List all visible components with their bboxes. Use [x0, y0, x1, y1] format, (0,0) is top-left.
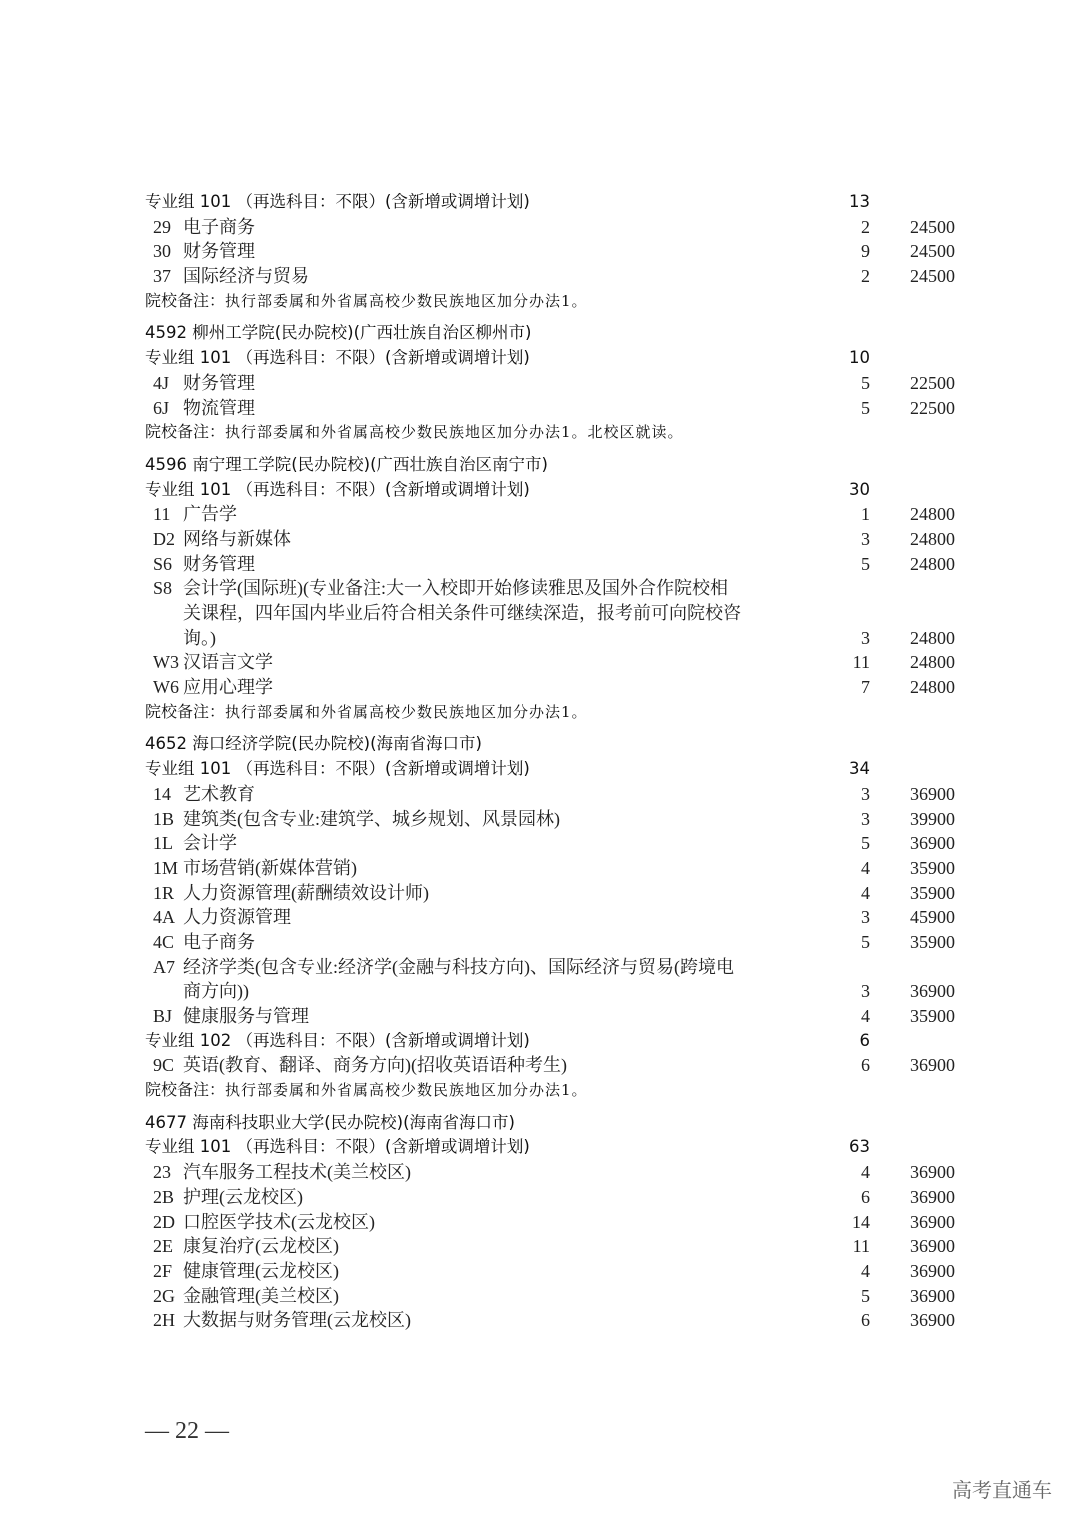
- major-count: 6: [861, 1186, 870, 1207]
- major-name-continued: 关课程，四年国内毕业后符合相关条件可继续深造，报考前可向院校咨: [183, 603, 741, 623]
- major-name: 财务管理: [183, 241, 255, 262]
- major-name: 人力资源管理: [183, 907, 291, 928]
- major-row: [145, 1284, 965, 1309]
- major-code: 37: [153, 266, 171, 287]
- group-total: 30: [849, 479, 870, 499]
- school-title: 4652 海口经济学院(民办院校)(海南省海口市): [145, 734, 482, 754]
- major-count: 11: [852, 1236, 870, 1257]
- major-code: 1L: [153, 833, 173, 854]
- major-fee: 36900: [910, 783, 955, 804]
- major-count: 5: [861, 833, 870, 854]
- group-total: 63: [849, 1137, 870, 1157]
- major-count: 9: [861, 241, 870, 262]
- major-name: 康复治疗(云龙校区): [183, 1236, 339, 1257]
- major-count: 3: [861, 981, 870, 1002]
- major-fee: 36900: [910, 1310, 955, 1331]
- major-fee: 24800: [910, 677, 955, 698]
- major-row-continued: [145, 979, 965, 1004]
- major-fee: 45900: [910, 907, 955, 928]
- major-code: 11: [153, 504, 171, 525]
- major-count: 5: [861, 397, 870, 418]
- major-count: 3: [861, 783, 870, 804]
- major-count: 6: [861, 1310, 870, 1331]
- school-note: [145, 1078, 965, 1103]
- group-header: [145, 346, 965, 371]
- page-number: — 22 —: [145, 1418, 229, 1444]
- major-code: A7: [153, 956, 175, 977]
- major-fee: 35900: [910, 931, 955, 952]
- major-name: 广告学: [183, 504, 237, 525]
- group-title: 专业组 101 （再选科目：不限）(含新增或调增计划): [145, 479, 530, 499]
- spacer: [145, 445, 965, 453]
- major-fee: 39900: [910, 808, 955, 829]
- major-fee: 35900: [910, 882, 955, 903]
- school-block: [145, 724, 965, 1102]
- major-row: [145, 1185, 965, 1210]
- major-name: 电子商务: [183, 931, 255, 952]
- major-code: 2G: [153, 1285, 175, 1306]
- major-row: [145, 527, 965, 552]
- major-code: W6: [153, 677, 179, 698]
- note-label: 院校备注：: [145, 422, 226, 442]
- major-count: 11: [852, 652, 870, 673]
- major-count: 3: [861, 907, 870, 928]
- major-name: 会计学(国际班)(专业备注:大一入校即开始修读雅思及国外合作院校相: [183, 578, 728, 599]
- major-code: 1B: [153, 808, 175, 829]
- major-name: 国际经济与贸易: [183, 266, 309, 287]
- major-code: 4J: [153, 372, 170, 393]
- major-fee: 24800: [910, 553, 955, 574]
- major-fee: 36900: [910, 1162, 955, 1183]
- major-fee: 24500: [910, 241, 955, 262]
- major-count: 2: [861, 216, 870, 237]
- group-title: 专业组 101 （再选科目：不限）(含新增或调增计划): [145, 759, 530, 779]
- note-text: 执行部委属和外省属高校少数民族地区加分办法1。: [225, 1081, 588, 1100]
- major-fee: 36900: [910, 1186, 955, 1207]
- major-row: [145, 552, 965, 577]
- major-row: [145, 1053, 965, 1078]
- major-name: 汽车服务工程技术(美兰校区): [183, 1162, 411, 1183]
- major-count: 3: [861, 808, 870, 829]
- major-code: 2B: [153, 1186, 175, 1207]
- major-name: 汉语言文学: [183, 652, 273, 673]
- major-fee: 36900: [910, 1260, 955, 1281]
- major-count: 5: [861, 553, 870, 574]
- major-fee: 36900: [910, 981, 955, 1002]
- major-name: 电子商务: [183, 216, 255, 237]
- group-title: 专业组 102 （再选科目：不限）(含新增或调增计划): [145, 1030, 530, 1050]
- major-name: 艺术教育: [183, 783, 255, 804]
- school-note: [145, 289, 965, 314]
- group-header: [145, 1135, 965, 1160]
- note-text: 执行部委属和外省属高校少数民族地区加分办法1。: [225, 291, 588, 310]
- school-block: [145, 445, 965, 725]
- school-note: [145, 420, 965, 445]
- group-header: [145, 190, 965, 215]
- major-name: 金融管理(美兰校区): [183, 1285, 339, 1306]
- school-title: 4592 柳州工学院(民办院校)(广西壮族自治区柳州市): [145, 323, 532, 343]
- document-page: [145, 190, 965, 1333]
- major-code: 2D: [153, 1211, 175, 1232]
- note-label: 院校备注：: [145, 290, 226, 310]
- major-count: 4: [861, 1006, 870, 1026]
- major-row: [145, 1234, 965, 1259]
- major-fee: 24800: [910, 627, 955, 648]
- major-name: 人力资源管理(薪酬绩效设计师): [183, 882, 429, 903]
- group-total: 6: [859, 1030, 870, 1050]
- major-row: [145, 215, 965, 240]
- major-name: 经济学类(包含专业:经济学(金融与科技方向)、国际经济与贸易(跨境电: [183, 956, 734, 977]
- major-row-continued: [145, 626, 965, 651]
- spacer: [145, 313, 965, 321]
- major-code: 9C: [153, 1055, 175, 1076]
- major-name: 建筑类(包含专业:建筑学、城乡规划、风景园林): [183, 808, 560, 829]
- school-block: [145, 190, 965, 313]
- group-title: 专业组 101 （再选科目：不限）(含新增或调增计划): [145, 192, 530, 211]
- major-fee: 24800: [910, 528, 955, 549]
- major-row: [145, 650, 965, 675]
- major-code: 6J: [153, 397, 170, 418]
- major-count: 14: [852, 1211, 870, 1232]
- major-code: 23: [153, 1162, 171, 1183]
- major-name: 大数据与财务管理(云龙校区): [183, 1310, 411, 1331]
- major-code: W3: [153, 652, 179, 673]
- major-row: [145, 264, 965, 289]
- group-title: 专业组 101 （再选科目：不限）(含新增或调增计划): [145, 348, 530, 368]
- major-row: [145, 856, 965, 881]
- major-code: S6: [153, 553, 173, 574]
- major-row: [145, 1210, 965, 1235]
- major-name: 应用心理学: [183, 677, 273, 698]
- major-fee: 22500: [910, 372, 955, 393]
- major-name: 财务管理: [183, 372, 255, 393]
- major-code: 29: [153, 216, 171, 237]
- major-name: 护理(云龙校区): [183, 1186, 303, 1207]
- major-count: 4: [861, 1162, 870, 1183]
- major-code: 30: [153, 241, 171, 262]
- major-count: 3: [861, 627, 870, 648]
- school-block: [145, 313, 965, 444]
- major-row: [145, 371, 965, 396]
- school-title: 4677 海南科技职业大学(民办院校)(海南省海口市): [145, 1112, 515, 1132]
- major-code: BJ: [153, 1006, 173, 1026]
- major-fee: 35900: [910, 1006, 955, 1026]
- spacer: [145, 724, 965, 732]
- watermark: 高考直通车: [952, 1478, 1052, 1502]
- major-row: [145, 881, 965, 906]
- major-row: [145, 1308, 965, 1333]
- major-fee: 24800: [910, 504, 955, 525]
- major-row: [145, 807, 965, 832]
- major-row: [145, 905, 965, 930]
- major-row: [145, 239, 965, 264]
- major-count: 1: [861, 504, 870, 525]
- major-row: [145, 1004, 965, 1029]
- major-name-continued: 商方向)): [183, 981, 249, 1002]
- school-note: [145, 700, 965, 725]
- major-count: 5: [861, 931, 870, 952]
- major-row: [145, 502, 965, 527]
- group-header: [145, 1029, 965, 1054]
- major-row: [145, 782, 965, 807]
- major-row: [145, 930, 965, 955]
- major-name: 健康管理(云龙校区): [183, 1260, 339, 1281]
- major-row: [145, 396, 965, 421]
- group-title: 专业组 101 （再选科目：不限）(含新增或调增计划): [145, 1137, 530, 1157]
- major-row: [145, 675, 965, 700]
- major-row: [145, 1259, 965, 1284]
- major-name: 网络与新媒体: [183, 528, 291, 549]
- major-fee: 24800: [910, 652, 955, 673]
- major-count: 7: [861, 677, 870, 698]
- major-count: 5: [861, 1285, 870, 1306]
- note-text: 执行部委属和外省属高校少数民族地区加分办法1。北校区就读。: [225, 423, 684, 442]
- major-name-continued: 询。): [183, 627, 216, 648]
- group-total: 34: [849, 759, 870, 779]
- major-fee: 36900: [910, 833, 955, 854]
- major-fee: 22500: [910, 397, 955, 418]
- major-fee: 24500: [910, 216, 955, 237]
- major-fee: 36900: [910, 1211, 955, 1232]
- spacer: [145, 1103, 965, 1111]
- school-title: 4596 南宁理工学院(民办院校)(广西壮族自治区南宁市): [145, 454, 548, 474]
- major-code: 4C: [153, 931, 175, 952]
- major-count: 3: [861, 528, 870, 549]
- major-fee: 36900: [910, 1285, 955, 1306]
- major-name: 市场营销(新媒体营销): [183, 857, 357, 878]
- group-total: 13: [849, 192, 870, 211]
- group-total: 10: [849, 348, 870, 368]
- major-name: 英语(教育、翻译、商务方向)(招收英语语种考生): [183, 1055, 567, 1076]
- major-code: 4A: [153, 907, 175, 928]
- major-row: [145, 955, 965, 980]
- major-code: 2H: [153, 1310, 175, 1331]
- major-name: 健康服务与管理: [183, 1006, 309, 1026]
- major-count: 5: [861, 372, 870, 393]
- major-name: 口腔医学技术(云龙校区): [183, 1211, 375, 1232]
- major-code: 14: [153, 783, 171, 804]
- major-fee: 36900: [910, 1236, 955, 1257]
- major-count: 2: [861, 266, 870, 287]
- major-fee: 24500: [910, 266, 955, 287]
- group-header: [145, 757, 965, 782]
- major-code: 2E: [153, 1236, 173, 1257]
- major-fee: 36900: [910, 1055, 955, 1076]
- major-row-continued: [145, 601, 965, 626]
- major-fee: 35900: [910, 857, 955, 878]
- major-code: 1R: [153, 882, 175, 903]
- note-text: 执行部委属和外省属高校少数民族地区加分办法1。: [225, 702, 588, 721]
- major-code: 1M: [153, 857, 179, 878]
- school-block: [145, 1103, 965, 1333]
- major-count: 4: [861, 1260, 870, 1281]
- major-row: [145, 831, 965, 856]
- group-header: [145, 478, 965, 503]
- note-label: 院校备注：: [145, 701, 226, 721]
- major-count: 6: [861, 1055, 870, 1076]
- major-code: D2: [153, 528, 175, 549]
- major-code: 2F: [153, 1260, 173, 1281]
- major-count: 4: [861, 857, 870, 878]
- major-name: 会计学: [183, 833, 237, 854]
- major-name: 物流管理: [183, 397, 255, 418]
- major-name: 财务管理: [183, 553, 255, 574]
- major-count: 4: [861, 882, 870, 903]
- note-label: 院校备注：: [145, 1080, 226, 1100]
- major-row: [145, 576, 965, 601]
- major-code: S8: [153, 578, 173, 599]
- major-row: [145, 1160, 965, 1185]
